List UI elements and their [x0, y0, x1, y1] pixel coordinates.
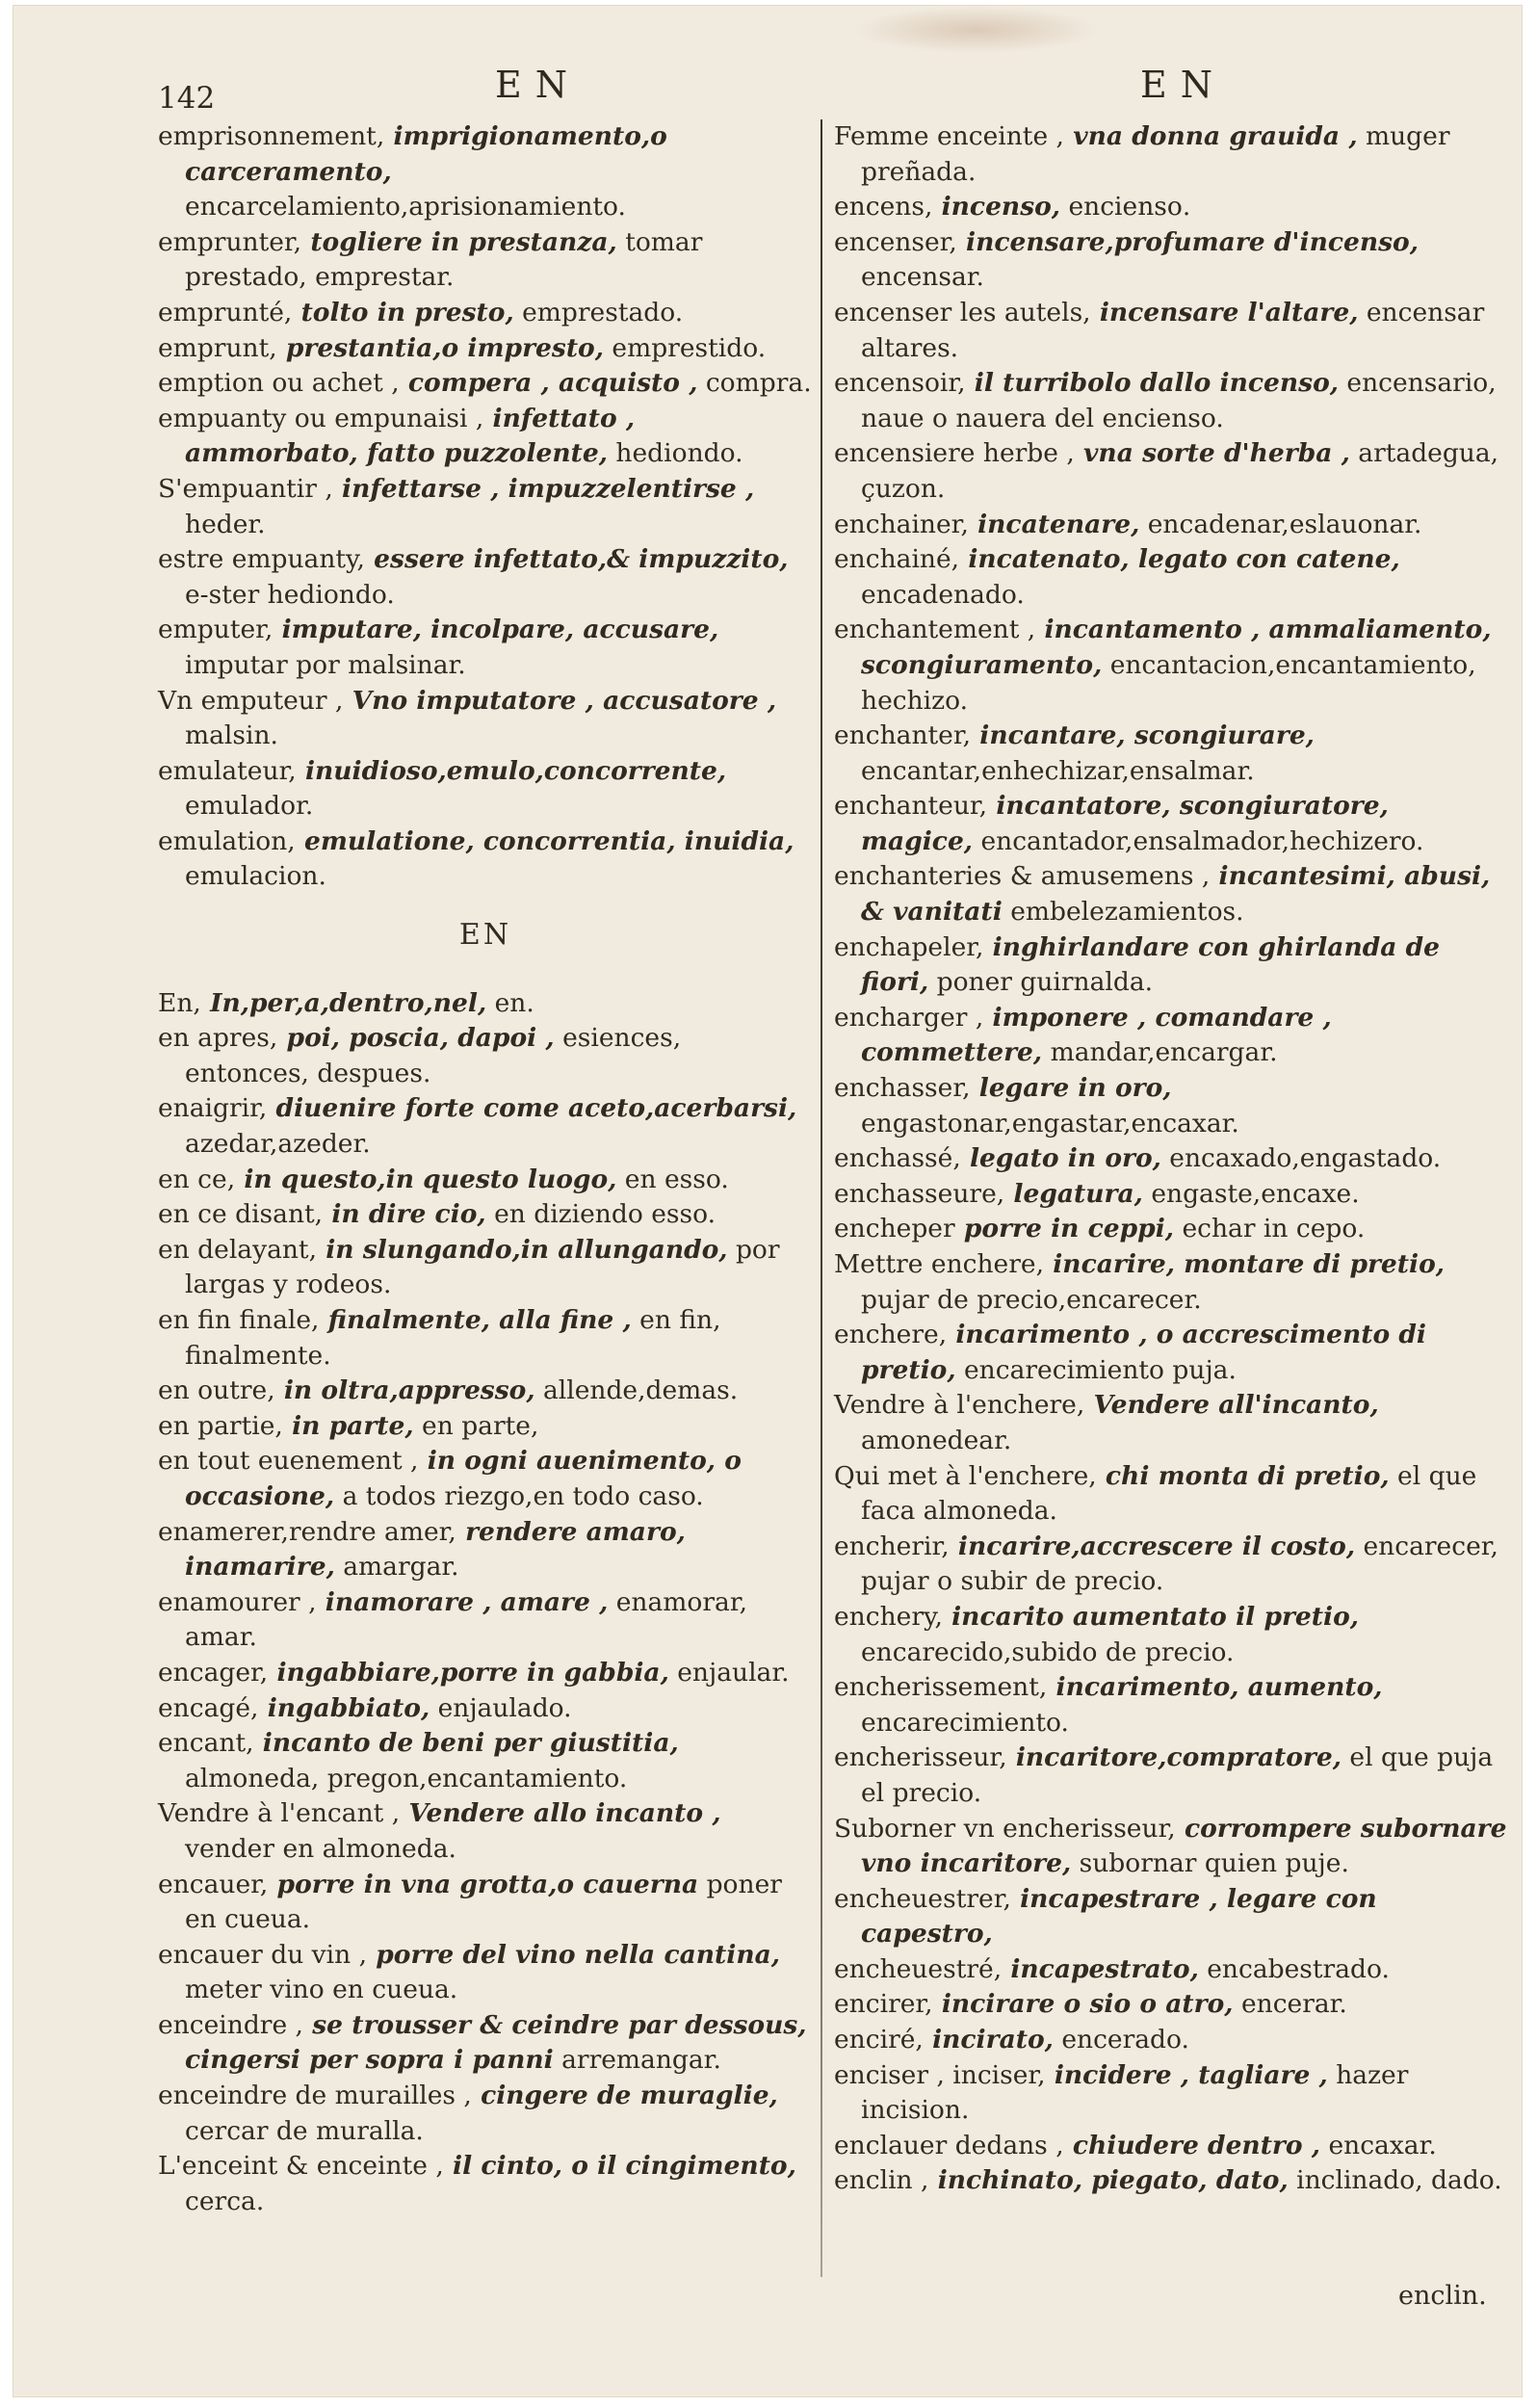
french-headword: En, — [158, 987, 201, 1018]
dictionary-entry — [158, 613, 813, 683]
french-headword: emprisonnement, — [158, 121, 385, 151]
french-headword: emprunté, — [158, 297, 293, 327]
french-headword: encant, — [158, 1728, 254, 1759]
italian-gloss: in questo,in questo luogo, — [235, 1164, 617, 1194]
dictionary-entry — [834, 1952, 1508, 1988]
italian-gloss: incarito aumentato il pretio, — [942, 1601, 1360, 1632]
spanish-gloss: subornar quien puje. — [1071, 1848, 1349, 1879]
spanish-gloss: poner guirnalda. — [928, 967, 1154, 998]
spanish-gloss: allende,demas. — [534, 1375, 739, 1406]
spanish-gloss: malsin. — [185, 720, 278, 751]
french-headword: encheper — [834, 1214, 955, 1244]
french-headword: encens, — [834, 192, 933, 222]
french-headword: enchere, — [834, 1320, 948, 1350]
dictionary-entry — [158, 1938, 813, 2008]
dictionary-entry — [834, 190, 1508, 225]
french-headword: Suborner vn encherisseur, — [834, 1813, 1176, 1844]
italian-gloss: incidere , tagliare , — [1045, 2059, 1328, 2090]
dictionary-entry — [834, 1212, 1508, 1247]
dictionary-entry — [158, 2149, 813, 2219]
french-headword: Mettre enchere, — [834, 1249, 1045, 1279]
running-head-right: EN — [1140, 64, 1226, 106]
dictionary-entry — [158, 1656, 813, 1691]
italian-gloss: incarimento , o accrescimento di pretio, — [861, 1320, 1426, 1385]
dictionary-entry — [158, 986, 813, 1022]
spanish-gloss: encerado. — [1053, 2025, 1189, 2055]
french-headword: Vendre à l'enchere, — [834, 1390, 1085, 1421]
spanish-gloss: encarecimiento puja. — [955, 1354, 1237, 1385]
italian-gloss: finalmente, alla fine , — [319, 1305, 632, 1335]
paper-stain — [851, 6, 1102, 54]
french-headword: estre empuanty, — [158, 544, 365, 575]
spanish-gloss: mandar,encargar. — [1042, 1037, 1278, 1068]
dictionary-entry — [834, 542, 1508, 613]
spanish-gloss: encantacion,encantamiento, hechizo. — [861, 649, 1476, 716]
dictionary-entry — [834, 1987, 1508, 2023]
french-headword: encherir, — [834, 1531, 950, 1561]
spanish-gloss: e-ster hediondo. — [185, 579, 395, 610]
spanish-gloss: el que faca almoneda. — [861, 1460, 1477, 1527]
italian-gloss: chi monta di pretio, — [1096, 1460, 1390, 1491]
spanish-gloss: enciensо. — [1060, 192, 1191, 222]
dictionary-entry — [834, 1141, 1508, 1177]
italian-gloss: incanto de beni per giustitia, — [253, 1728, 679, 1759]
spanish-gloss: encarcelamiento,aprisionamiento. — [185, 192, 626, 222]
italian-gloss: in oltra,appresso, — [274, 1375, 535, 1406]
entry-list-en — [158, 986, 813, 2220]
italian-gloss: porre del vino nella cantina, — [367, 1939, 781, 1970]
left-column — [158, 119, 813, 2219]
italian-gloss: inghirlandare con ghirlanda de fiori, — [861, 931, 1441, 998]
italian-gloss: tolto in presto, — [292, 297, 514, 327]
spanish-gloss: emprestido. — [603, 332, 767, 363]
french-headword: Vendre à l'encant , — [158, 1798, 401, 1829]
french-headword: enclauer dedans , — [834, 2130, 1064, 2160]
italian-gloss: cingere de muraglie, — [471, 2081, 778, 2111]
italian-gloss: il turribolo dallo incenso, — [965, 368, 1339, 399]
dictionary-entry — [834, 613, 1508, 719]
dictionary-entry — [158, 1374, 813, 1409]
catchword: enclin. — [1398, 2281, 1487, 2311]
french-headword: emputer, — [158, 615, 274, 645]
french-headword: encauer, — [158, 1869, 269, 1899]
italian-gloss: rendere amaro, inamarire, — [185, 1516, 686, 1583]
italian-gloss: compera , acquisto , — [399, 368, 698, 399]
french-headword: enamerer,rendre amer, — [158, 1516, 456, 1547]
section-heading: EN — [458, 918, 512, 953]
french-headword: en ce disant, — [158, 1199, 324, 1230]
french-headword: emprunt, — [158, 332, 277, 363]
italian-gloss: vna donna grauida , — [1063, 121, 1358, 151]
spanish-gloss: encerar. — [1233, 1989, 1347, 2020]
spanish-gloss: en diziendo esso. — [485, 1199, 716, 1230]
dictionary-entry — [834, 1459, 1508, 1530]
dictionary-entry — [834, 1812, 1508, 1882]
italian-gloss: legatura, — [1004, 1178, 1143, 1209]
italian-gloss: in dire cio, — [323, 1199, 486, 1230]
spanish-gloss: cerca. — [185, 2186, 265, 2216]
french-headword: enceindre , — [158, 2009, 303, 2040]
italian-gloss: in slungando,in allungando, — [317, 1234, 728, 1265]
italian-gloss: incapestrato, — [1002, 1953, 1199, 1984]
spanish-gloss: emulacion. — [185, 861, 326, 892]
italian-gloss: emulatione, concorrentia, inuidia, — [295, 825, 795, 856]
dictionary-entry — [158, 1163, 813, 1198]
spanish-gloss: enjaulado. — [430, 1692, 572, 1723]
italian-gloss: incensare,profumare d'incenso, — [956, 226, 1419, 257]
spanish-gloss: en esso. — [616, 1164, 729, 1194]
spanish-gloss: amargar. — [334, 1552, 459, 1583]
italian-gloss: incaritore,compratore, — [1006, 1742, 1342, 1773]
french-headword: enciré, — [834, 2025, 924, 2055]
italian-gloss: imprigionamento,o carceramento, — [185, 121, 667, 187]
italian-gloss: incarire, montare di pretio, — [1044, 1249, 1446, 1279]
french-headword: en ce, — [158, 1164, 236, 1194]
dictionary-entry — [834, 436, 1508, 507]
dictionary-entry — [158, 1303, 813, 1374]
dictionary-entry — [834, 1600, 1508, 1670]
spanish-gloss: encadenar,eslauonar. — [1139, 509, 1422, 539]
italian-gloss: inchinato, piegato, dato, — [928, 2165, 1289, 2196]
italian-gloss: In,per,a,dentro,nel, — [200, 987, 487, 1018]
spanish-gloss: compra. — [697, 368, 812, 399]
french-headword: L'enceint & enceinte , — [158, 2151, 444, 2182]
italian-gloss: imputare, incolpare, accusare, — [273, 615, 719, 645]
spanish-gloss: encensar. — [861, 262, 984, 293]
spanish-gloss: encensario, naue o nauera del encienso. — [861, 368, 1497, 433]
italian-gloss: diuenire forte come aceto,acerbarsi, — [267, 1093, 797, 1124]
spanish-gloss: encensar altares. — [861, 297, 1485, 363]
french-headword: emption ou achet , — [158, 368, 400, 399]
french-headword: enamourer , — [158, 1586, 317, 1617]
french-headword: encharger , — [834, 1002, 984, 1033]
spanish-gloss: encarecimiento. — [861, 1707, 1069, 1738]
spanish-gloss: emprestado. — [513, 297, 684, 327]
dictionary-entry — [834, 1177, 1508, 1213]
spanish-gloss: por largas y rodeos. — [185, 1234, 780, 1300]
spanish-gloss: en. — [486, 987, 534, 1018]
dictionary-entry — [158, 1444, 813, 1514]
spanish-gloss: esiences, entonces, despues. — [185, 1023, 682, 1088]
italian-gloss: incantesimi, abusi, & vanitati — [861, 861, 1491, 928]
italian-gloss: Vendere all'incanto, — [1084, 1390, 1379, 1421]
dictionary-entry — [834, 1530, 1508, 1600]
dictionary-entry — [158, 542, 813, 613]
spanish-gloss: a todos riezgo,en todo caso. — [334, 1480, 704, 1511]
dictionary-entry — [834, 366, 1508, 436]
spanish-gloss: enamorar, amar. — [185, 1586, 748, 1653]
dictionary-entry — [158, 1197, 813, 1233]
french-headword: Vn emputeur , — [158, 685, 344, 716]
italian-gloss: essere infettato,& impuzzito, — [364, 544, 789, 575]
dictionary-entry — [158, 1585, 813, 1656]
running-head-left: EN — [495, 64, 581, 106]
french-headword: S'empuantir , — [158, 473, 333, 504]
italian-gloss: legare in oro, — [970, 1073, 1172, 1104]
french-headword: encirer, — [834, 1989, 933, 2020]
italian-gloss: incapestrare , legare con capestro, — [861, 1883, 1377, 1950]
french-headword: enchasser, — [834, 1073, 971, 1104]
french-headword: enchanteries & amusemens , — [834, 861, 1211, 892]
spanish-gloss: poner en cueua. — [185, 1869, 782, 1935]
dictionary-entry — [834, 1318, 1508, 1388]
french-headword: encherissement, — [834, 1672, 1048, 1703]
spanish-gloss: encantador,ensalmador,hechizero. — [973, 825, 1424, 856]
spanish-gloss: cercar de muralla. — [185, 2115, 424, 2146]
dictionary-entry — [158, 684, 813, 754]
dictionary-entry — [834, 1388, 1508, 1458]
spanish-gloss: tomar prestado, emprestar. — [185, 226, 703, 293]
dictionary-entry — [158, 402, 813, 472]
italian-gloss: incensare l'altare, — [1090, 297, 1359, 327]
italian-gloss: inuidioso,emulo,concorrente, — [296, 755, 727, 786]
dictionary-entry — [834, 2163, 1508, 2199]
page-number: 142 — [158, 81, 216, 116]
dictionary-entry — [158, 1691, 813, 1727]
spanish-gloss: amonedear. — [861, 1425, 1012, 1455]
dictionary-entry — [158, 2079, 813, 2149]
dictionary-entry — [834, 859, 1508, 929]
italian-gloss: incirare o sio o atro, — [932, 1989, 1234, 2020]
french-headword: enciser , inciser, — [834, 2059, 1046, 2090]
spanish-gloss: inclinado, dado. — [1288, 2165, 1502, 2196]
italian-gloss: incenso, — [932, 192, 1061, 222]
italian-gloss: porre in ceppi, — [954, 1214, 1175, 1244]
italian-gloss: incantatore, scongiuratore, magice, — [861, 791, 1389, 856]
french-headword: en delayant, — [158, 1234, 318, 1265]
french-headword: enchery, — [834, 1601, 943, 1632]
french-headword: encenser, — [834, 226, 957, 257]
french-headword: encagé, — [158, 1692, 259, 1723]
spanish-gloss: encantar,enhechizar,ensalmar. — [861, 755, 1255, 786]
italian-gloss: inamorare , amare , — [316, 1586, 609, 1617]
italian-gloss: corrompere subornare vno incaritore, — [861, 1813, 1507, 1879]
spanish-gloss: encarecer, pujar o subir de precio. — [861, 1531, 1498, 1597]
french-headword: enaigrir, — [158, 1093, 268, 1124]
french-headword: enchasseure, — [834, 1178, 1005, 1209]
spanish-gloss: almoneda, pregon,encantamiento. — [185, 1763, 628, 1793]
right-column — [834, 119, 1508, 2199]
italian-gloss: incantamento , ammaliamento, scongiuramento, — [861, 615, 1492, 680]
dictionary-entry — [158, 824, 813, 895]
french-headword: enchapeler, — [834, 931, 984, 962]
spanish-gloss: emulador. — [185, 791, 314, 822]
dictionary-entry — [158, 754, 813, 824]
dictionary-entry — [834, 930, 1508, 1001]
italian-gloss: togliere in prestanza, — [301, 226, 617, 257]
dictionary-entry — [834, 296, 1508, 366]
entry-list-em — [158, 119, 813, 895]
italian-gloss: in ogni auenimento, o occasione, — [185, 1446, 742, 1511]
dictionary-entry — [158, 119, 813, 225]
french-headword: enchanteur, — [834, 791, 988, 822]
spanish-gloss: encaxar. — [1320, 2130, 1437, 2160]
dictionary-entry — [834, 2129, 1508, 2164]
french-headword: encheuestré, — [834, 1953, 1003, 1984]
french-headword: enceindre de murailles , — [158, 2081, 472, 2111]
italian-gloss: incirato, — [923, 2025, 1054, 2055]
spanish-gloss: azedar,azeder. — [185, 1129, 371, 1160]
french-headword: encensiere herbe , — [834, 438, 1075, 469]
spanish-gloss: hediondo. — [608, 438, 743, 469]
italian-gloss: porre in vna grotta,o cauerna — [268, 1869, 699, 1899]
dictionary-entry — [158, 1409, 813, 1445]
dictionary-entry — [834, 508, 1508, 543]
spanish-gloss: artadegua, çuzon. — [861, 438, 1499, 504]
spanish-gloss: encaxado,engastado. — [1160, 1143, 1442, 1174]
spanish-gloss: engastonar,engastar,encaxar. — [861, 1108, 1239, 1139]
french-headword: enclin , — [834, 2165, 929, 2196]
italian-gloss: ingabbiato, — [258, 1692, 430, 1723]
french-headword: encauer du vin , — [158, 1939, 368, 1970]
french-headword: enchanter, — [834, 720, 972, 751]
dictionary-entry — [158, 1233, 813, 1303]
dictionary-entry — [158, 331, 813, 367]
french-headword: en outre, — [158, 1375, 275, 1406]
italian-gloss: incantare, scongiurare, — [971, 720, 1315, 751]
french-headword: encensoir, — [834, 368, 966, 399]
french-headword: Femme enceinte , — [834, 121, 1064, 151]
dictionary-entry — [158, 1796, 813, 1867]
dictionary-entry — [834, 1670, 1508, 1741]
italian-gloss: chiudere dentro , — [1063, 2130, 1321, 2160]
spanish-gloss: vender en almoneda. — [185, 1833, 456, 1864]
spanish-gloss: engaste,encaxe. — [1142, 1178, 1360, 1209]
italian-gloss: prestantia,o impresto, — [276, 332, 604, 363]
spanish-gloss: embelezamientos. — [1002, 897, 1244, 928]
italian-gloss: il cinto, o il cingimento, — [443, 2151, 796, 2182]
italian-gloss: vna sorte d'herba , — [1074, 438, 1350, 469]
italian-gloss: ingabbiare,porre in gabbia, — [268, 1657, 669, 1688]
dictionary-entry — [834, 2023, 1508, 2058]
french-headword: enchantement , — [834, 615, 1036, 645]
spanish-gloss: encadenado. — [861, 579, 1025, 610]
spanish-gloss: en parte, — [413, 1410, 539, 1441]
french-headword: emulation, — [158, 825, 296, 856]
french-headword: enchainé, — [834, 544, 960, 575]
italian-gloss: Vendere allo incanto , — [400, 1798, 721, 1829]
italian-gloss: Vno imputatore , accusatore , — [343, 685, 777, 716]
french-headword: enchassé, — [834, 1143, 961, 1174]
french-headword: emprunter, — [158, 226, 302, 257]
dictionary-entry — [834, 789, 1508, 859]
spanish-gloss: el que puja el precio. — [861, 1742, 1494, 1808]
book-page — [13, 6, 1522, 2396]
french-headword: enchainer, — [834, 509, 969, 539]
italian-gloss: se trousser & ceindre par dessous, cingersi per sopra i panni — [185, 2009, 807, 2076]
dictionary-entry — [834, 1071, 1508, 1141]
spanish-gloss: echar in cepo. — [1174, 1214, 1366, 1244]
spanish-gloss: en fin, finalmente. — [185, 1305, 721, 1371]
dictionary-entry — [158, 1515, 813, 1585]
spanish-gloss: encabestrado. — [1198, 1953, 1390, 1984]
spanish-gloss: hazer incision. — [861, 2059, 1409, 2126]
dictionary-entry — [834, 1247, 1508, 1318]
dictionary-entry — [834, 2058, 1508, 2129]
spanish-gloss: meter vino en cueua. — [185, 1975, 458, 2005]
french-headword: encherisseur, — [834, 1742, 1007, 1773]
italian-gloss: infettarse , impuzzelentirse , — [332, 473, 755, 504]
dictionary-entry — [834, 119, 1508, 190]
italian-gloss: infettato , ammorbato, fatto puzzolente, — [185, 403, 636, 469]
french-headword: en fin finale, — [158, 1305, 320, 1335]
dictionary-entry — [158, 472, 813, 542]
spanish-gloss: pujar de precio,encarecer. — [861, 1284, 1202, 1315]
dictionary-entry — [158, 1726, 813, 1796]
dictionary-entry — [158, 1091, 813, 1162]
italian-gloss: imponere , comandare , commettere, — [861, 1002, 1332, 1068]
spanish-gloss: imputar por malsinar. — [185, 649, 466, 680]
french-headword: encager, — [158, 1657, 269, 1688]
italian-gloss: incarire,accrescere il costo, — [949, 1531, 1356, 1561]
italian-gloss: incarimento, aumento, — [1047, 1672, 1383, 1703]
dictionary-entry — [158, 366, 813, 402]
dictionary-entry — [834, 1001, 1508, 1071]
dictionary-entry — [158, 225, 813, 296]
dictionary-entry — [834, 1741, 1508, 1811]
french-headword: en tout euenement , — [158, 1446, 419, 1477]
italian-gloss: legato in oro, — [960, 1143, 1161, 1174]
italian-gloss: incatenato, legato con catene, — [959, 544, 1400, 575]
italian-gloss: poi, poscia, dapoi , — [277, 1023, 555, 1054]
spanish-gloss: encarecido,subido de precio. — [861, 1636, 1235, 1667]
italian-gloss: incatenare, — [968, 509, 1140, 539]
dictionary-entry — [834, 1882, 1508, 1952]
spanish-gloss: arremangar. — [553, 2045, 721, 2076]
italian-gloss: in parte, — [282, 1410, 414, 1441]
dictionary-entry — [834, 225, 1508, 296]
french-headword: empuanty ou empunaisi , — [158, 403, 484, 433]
french-headword: encenser les autels, — [834, 297, 1091, 327]
french-headword: en apres, — [158, 1023, 278, 1054]
spanish-gloss: muger preñada. — [861, 121, 1450, 187]
spanish-gloss: heder. — [185, 509, 266, 539]
french-headword: encheuestrer, — [834, 1883, 1011, 1914]
dictionary-entry — [158, 2008, 813, 2079]
spanish-gloss: enjaular. — [668, 1657, 790, 1688]
column-rule — [821, 119, 822, 2277]
french-headword: en partie, — [158, 1410, 283, 1441]
dictionary-entry — [834, 719, 1508, 789]
french-headword: Qui met à l'enchere, — [834, 1460, 1097, 1491]
french-headword: emulateur, — [158, 755, 297, 786]
dictionary-entry — [158, 296, 813, 331]
dictionary-entry — [158, 1021, 813, 1091]
dictionary-entry — [158, 1868, 813, 1938]
